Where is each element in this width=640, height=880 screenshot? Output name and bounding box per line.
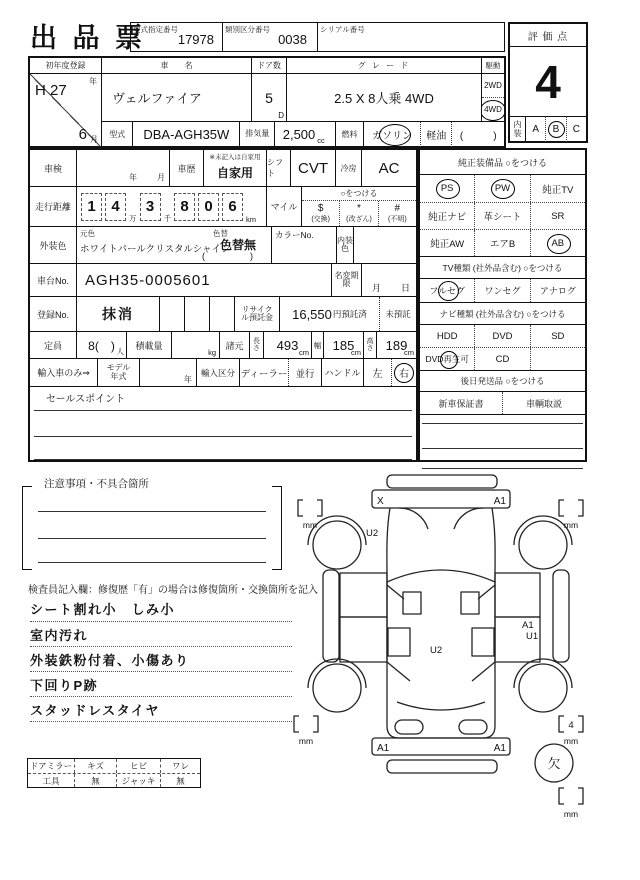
vehicle-table (28, 56, 506, 148)
svg-text:mm: mm (298, 736, 314, 746)
svg-text:欠: 欠 (547, 756, 561, 771)
notes-bracket-left (22, 486, 32, 570)
mile-label: マイル (267, 187, 302, 226)
front-fender-damage-label: U2 (366, 528, 379, 539)
rating-box (508, 22, 588, 143)
first-reg-year-unit: 年 (89, 77, 97, 86)
ext-color-cell (77, 227, 272, 263)
color-change-label: 色替 (213, 229, 228, 238)
model-value: DBA-AGH35W (133, 122, 240, 147)
recycle-alt: 未預託 (385, 309, 411, 319)
tool-label: 工具 (28, 774, 75, 787)
color-change-value: 色替無 (220, 238, 257, 252)
mileage-label: 走行距離 (30, 187, 77, 226)
side-u1-damage-label: U1 (526, 631, 539, 642)
navi-empty (531, 348, 585, 370)
equip-note-line-2 (422, 448, 583, 449)
ext-color-label: 外装色 (30, 227, 77, 263)
handle-label: ハンドル (322, 359, 364, 386)
navi-cd: CD (475, 348, 530, 370)
left-rocker-rail (323, 570, 339, 662)
rename-label: 名変期限 (332, 264, 362, 296)
capacity-value: 8( ) 人 (77, 332, 127, 358)
notes-line-1 (38, 511, 266, 512)
load-value-cell (172, 332, 220, 358)
main-table (28, 148, 418, 462)
vehicle-name: ヴェルファイア (102, 74, 252, 121)
grade-value: 2.5 X 8人乗 4WD (287, 74, 482, 121)
mid-seat-left (388, 628, 410, 656)
height-value: 189 cm (385, 337, 414, 357)
missing-part-mark (535, 744, 573, 782)
import-class-label: 輸入区分 (197, 359, 240, 386)
reg-empty-3 (210, 297, 235, 331)
mid-seat-right (472, 628, 494, 656)
finding-item: シート割れ小 しみ小 (30, 599, 292, 622)
mileage-man: 万 (129, 214, 137, 223)
history-value: 自家用 (216, 166, 253, 180)
equip-note-line-3 (422, 468, 583, 469)
mirror-tool-table (27, 758, 201, 788)
ship-header: 後日発送品 ○をつける (420, 371, 585, 392)
disp-unit: cc (317, 136, 325, 145)
ship-warranty: 新車保証書 (420, 392, 503, 414)
scratch-value: 無 (75, 774, 117, 787)
history-label: 車歴 (170, 150, 204, 186)
rear-window-arc (397, 702, 485, 710)
model-approval-box (130, 22, 223, 52)
mileage-d1: 1 (81, 193, 102, 221)
chassis-label: 車台No. (30, 264, 77, 296)
recycle-suffix: 円預託済 (332, 309, 367, 319)
fuel-gasoline: ガソリン (364, 122, 421, 147)
rename-day-unit: 日 (400, 283, 410, 293)
right-rocker-rail (553, 570, 569, 662)
height-unit: cm (404, 348, 414, 357)
svg-text:mm: mm (563, 520, 579, 530)
equip-pw: PW (475, 175, 530, 202)
sales-point-line-2 (34, 436, 412, 437)
ship-manual: 車輌取説 (525, 398, 562, 409)
equipment-notes-box (420, 415, 585, 472)
serial-label: シリアル番号 (320, 25, 365, 34)
mileage-d6: 6 (222, 193, 243, 221)
rear-right-damage-label: A1 (493, 743, 506, 754)
sales-point-line-1 (34, 410, 412, 411)
height-label: 高さ (364, 332, 377, 358)
navi-sd: SD (551, 330, 565, 342)
width-value: 185 cm (324, 332, 364, 358)
mileage-d2: 4 (105, 193, 126, 221)
history-note: ※未記入は自家用 (209, 154, 261, 161)
history-cell (204, 150, 267, 186)
equip-aw: 純正AW (420, 230, 475, 256)
interior-line-left (387, 585, 404, 599)
equip-navi: 純正ナビ (420, 203, 475, 229)
aircon-value: AC (378, 159, 400, 177)
length-label: 長さ (250, 332, 264, 358)
reg-label: 登録No. (30, 297, 77, 331)
mileage-sen: 千 (163, 214, 171, 223)
mileage-opt-tampered: * (改ざん) (340, 201, 378, 226)
import-parallel: 並行 (289, 359, 322, 386)
measure-bracket-bottom-right (559, 788, 583, 819)
form-title: 出 品 票 (30, 23, 147, 53)
shaken-year-unit: 年 (129, 173, 137, 182)
length-unit: cm (299, 348, 309, 357)
mileage-d3: 3 (140, 193, 161, 221)
interior-line-rear-left (387, 662, 410, 681)
equip-airbag: エアB (475, 230, 530, 256)
finding-item: スタッドレスタイヤ (30, 700, 292, 722)
crack-label: ヒビ (117, 759, 161, 773)
front-panel (372, 490, 510, 508)
rear-left-damage-label: A1 (377, 743, 390, 754)
front-left-damage-label: X (377, 496, 384, 507)
rating-label: 評 価 点 (527, 31, 569, 43)
int-color-label: 内装色 (337, 227, 354, 263)
spec-label: 諸元 (220, 332, 250, 358)
car-damage-diagram (282, 470, 640, 828)
sales-point-box (30, 387, 416, 464)
navi-hdd: HDD (420, 325, 475, 347)
svg-text:mm: mm (563, 736, 579, 746)
equip-note-line-1 (422, 423, 583, 424)
recycle-label: リサイクル預託金 (235, 297, 280, 331)
equip-tv: 純正TV (542, 184, 574, 196)
rear-right-wheel (519, 664, 567, 712)
rear-bumper (387, 760, 497, 773)
interior-label: 内装 (510, 117, 526, 142)
equip-ps: PS (420, 175, 475, 202)
finding-item: 下回りP跡 (30, 675, 292, 697)
capacity-unit: 人 (116, 347, 124, 356)
sales-point-label: セールスポイント (46, 394, 126, 405)
aircon-label: 冷房 (336, 150, 362, 186)
front-left-wheel (313, 521, 361, 569)
length-value: 493 cm (264, 332, 312, 358)
mileage-unit: km (246, 215, 256, 224)
measure-bracket-front-right (559, 500, 583, 530)
model-approval-label: 型式指定番号 (133, 25, 178, 34)
drive-label: 駆動 (485, 61, 501, 70)
color-change-paren: ( ) (202, 251, 253, 261)
front-right-damage-label: A1 (493, 496, 506, 507)
hood-arc-left (399, 508, 428, 529)
model-year-label: モデル年式 (97, 359, 140, 386)
sales-point-line-3 (34, 459, 412, 460)
rename-month-unit: 月 (372, 283, 382, 293)
tv-fullseg: フルセグ (420, 279, 475, 302)
first-reg-month: 6 (78, 126, 87, 143)
equip-sr: SR (551, 210, 565, 222)
class-code-box (222, 22, 318, 52)
svg-text:mm: mm (302, 520, 318, 530)
scratch-label: キズ (75, 759, 117, 773)
measure-bracket-front-left (298, 500, 322, 530)
equipment-header: 純正装備品 ○をつける (420, 150, 585, 175)
interior-b: B (546, 117, 566, 142)
left-front-door (340, 573, 387, 617)
jack-label: ジャッキ (117, 774, 161, 787)
handle-right: 右 (392, 359, 416, 386)
color-no-cell (272, 227, 337, 263)
mileage-opt-exchange: $ (交換) (302, 201, 340, 226)
notes-label: 注意事項・不具合箇所 (44, 478, 149, 490)
reg-value: 抹消 (77, 297, 160, 331)
windshield-arc (387, 570, 495, 582)
rear-deck-right (459, 720, 487, 734)
doors-value: 5 D (252, 74, 287, 121)
equip-ab: AB (531, 230, 585, 256)
color-no-label: カラーNo. (275, 230, 314, 240)
mileage-d5: 0 (198, 193, 219, 221)
interior-a: A (526, 117, 546, 142)
first-reg-year: H 27 (35, 82, 67, 99)
fuel-label: 燃料 (336, 122, 364, 147)
class-code-value: 0038 (278, 32, 307, 47)
navi-dvd-play: DVD再生可 (420, 348, 475, 370)
front-right-wheel (519, 521, 567, 569)
svg-text:mm: mm (563, 809, 579, 819)
notes-line-2 (38, 538, 266, 539)
width-unit: cm (351, 348, 361, 357)
shaken-date-cell (77, 150, 170, 186)
break-value: 無 (176, 775, 185, 786)
doors-suffix: D (278, 111, 284, 120)
drive-2wd: 2WD (482, 74, 504, 98)
interior-c: C (572, 124, 580, 135)
width-label: 幅 (312, 332, 324, 358)
import-dealer: ディーラー (240, 359, 289, 386)
fuel-diesel: 軽油 (421, 122, 452, 147)
shaken-month-unit: 月 (157, 173, 165, 182)
right-front-door (495, 573, 540, 617)
notes-line-3 (38, 562, 266, 563)
name-label: 車 名 (102, 58, 252, 73)
handle-left: 左 (364, 359, 392, 386)
disp-label: 排気量 (240, 122, 275, 147)
front-bumper (387, 475, 497, 488)
break-label: ワレ (171, 761, 189, 771)
equipment-column (418, 148, 587, 462)
interior-line-right (478, 585, 495, 599)
recycle-value-cell: 16,550 円預託済 (280, 297, 380, 331)
floor-damage-label: U2 (430, 645, 443, 656)
measure-bracket-rear-left (294, 716, 318, 746)
mileage-opt-unknown: # (不明) (387, 203, 407, 223)
equip-leather: 革シート (475, 203, 530, 229)
first-reg-month-unit: 月 (90, 135, 98, 144)
measure-bracket-rear-right (559, 716, 583, 746)
import-label: 輸入車のみ⇒ (37, 368, 90, 378)
doors-label: ドア数 (252, 58, 287, 73)
notes-bracket-right (272, 486, 282, 570)
finding-item: 室内汚れ (30, 625, 292, 647)
model-approval-value: 17978 (177, 32, 214, 47)
model-year-cell (140, 359, 197, 386)
side-a1-damage-label: A1 (522, 620, 534, 631)
interior-line-rear-right (472, 662, 495, 681)
rear-deck-left (395, 720, 423, 734)
reg-empty-1 (160, 297, 185, 331)
serial-box (317, 22, 505, 52)
shaken-label: 車検 (30, 150, 77, 186)
class-code-label: 類別区分番号 (225, 25, 270, 34)
rating-score: 4 (535, 55, 561, 108)
grade-label: グ レ ー ド (287, 58, 482, 73)
tv-analog: アナログ (539, 286, 576, 296)
disp-value: 2,500 cc (275, 122, 336, 147)
load-unit: kg (208, 348, 216, 357)
load-label: 積載量 (127, 332, 172, 358)
orig-color-value: ホワイトパールクリスタルシャイン (80, 244, 231, 255)
inspector-header: 検査員記入欄：修復歴「有」の場合は修復箇所・交換箇所を記入 (28, 585, 318, 596)
model-year-unit: 年 (184, 375, 192, 384)
left-rear-door (340, 617, 387, 662)
reg-empty-2 (185, 297, 210, 331)
navi-type-header: ナビ種類 (社外品含む) ○をつける (420, 303, 585, 325)
mileage-circle-note: ○をつける (302, 187, 416, 201)
mirror-label: ドアミラー (28, 759, 75, 773)
mileage-d4: 8 (174, 193, 195, 221)
navi-dvd: DVD (475, 325, 530, 347)
rear-left-wheel (313, 664, 361, 712)
findings-list (30, 599, 292, 722)
first-reg-label: 初年度登録 (30, 58, 102, 73)
mileage-digits (77, 187, 267, 226)
chassis-value: AGH35-0005601 (77, 264, 332, 296)
front-seat-left (403, 592, 421, 614)
tv-oneseg: ワンセグ (475, 279, 530, 302)
rear-right-measure-value: 4 (568, 720, 574, 731)
fuel-paren: ( ) (459, 131, 497, 142)
shift-value: CVT (291, 150, 336, 186)
first-reg-cell (30, 74, 102, 147)
finding-item: 外装鉄粉付着、小傷あり (30, 650, 292, 672)
rear-panel (372, 738, 510, 755)
front-seat-right (461, 592, 479, 614)
capacity-label: 定員 (30, 332, 77, 358)
model-label: 型式 (102, 122, 133, 147)
tv-type-header: TV種類 (社外品含む) ○をつける (420, 257, 585, 279)
rear-right-fender (514, 659, 572, 688)
rename-date-cell (362, 264, 416, 296)
orig-color-label: 元色 (80, 229, 95, 238)
shift-label: シフト (267, 150, 291, 186)
hood-arc-right (454, 508, 483, 529)
drive-4wd: 4WD (482, 98, 504, 121)
